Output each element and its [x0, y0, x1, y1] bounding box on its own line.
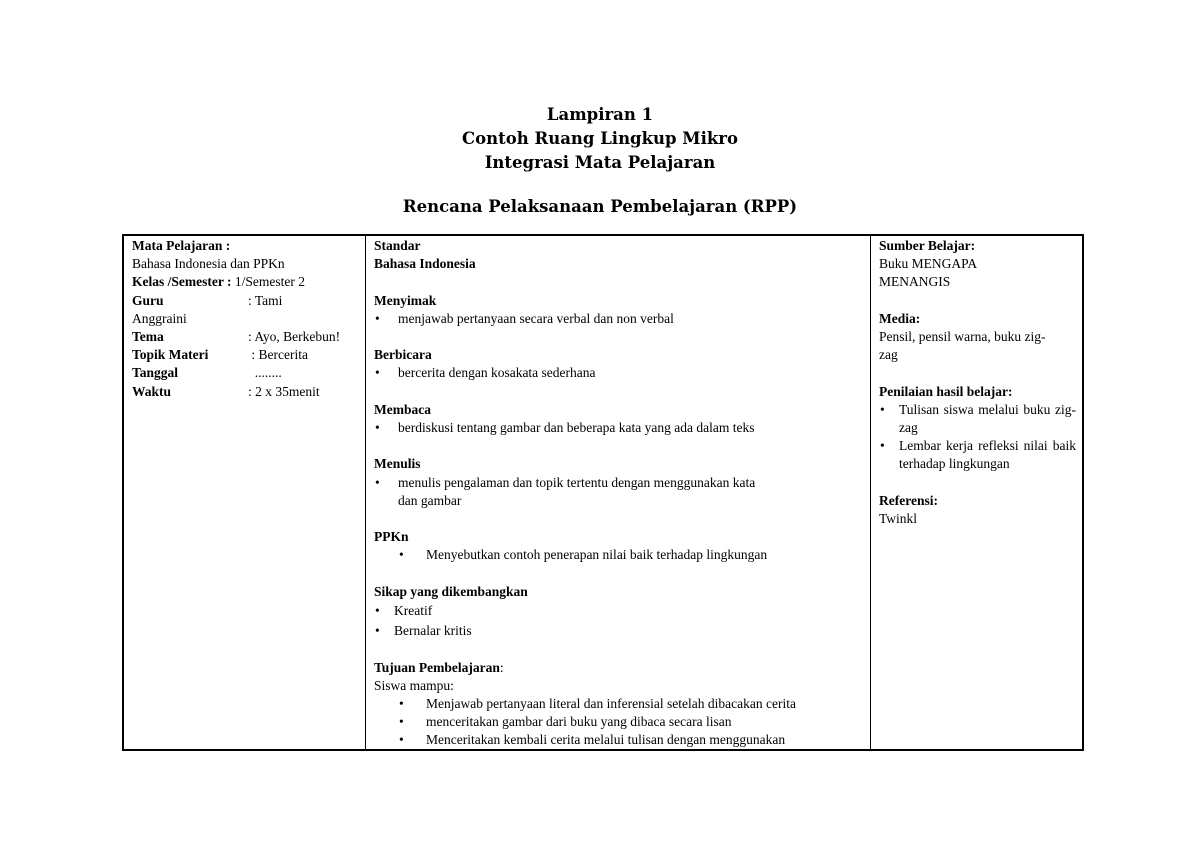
guru-value-cont: Anggraini	[132, 310, 187, 326]
sikap-title: Sikap yang dikembangkan	[374, 583, 528, 599]
identity-column	[124, 236, 366, 749]
tanggal-row	[132, 364, 357, 382]
menulis-list	[374, 474, 862, 510]
topik-row	[132, 346, 357, 364]
sumber-title: Sumber Belajar:	[879, 238, 976, 253]
media-line-2: zag	[879, 347, 898, 363]
tujuan-title: Tujuan Pembelajaran	[374, 659, 500, 675]
topik-value: : Bercerita	[248, 347, 308, 363]
tujuan-list	[374, 695, 862, 749]
referensi-title: Referensi:	[879, 492, 938, 508]
list-item: • berdiskusi tentang gambar dan beberapa kata yang ada dalam teks	[374, 419, 862, 437]
sumber-line-1: Buku MENGAPA	[879, 256, 978, 272]
mapel-label: Mata Pelajaran :	[132, 238, 231, 253]
berbicara-title: Berbicara	[374, 347, 432, 363]
waktu-value: : 2 x 35menit	[248, 383, 320, 399]
header-line-2: Contoh Ruang Lingkup Mikro	[462, 129, 738, 148]
header-line-3: Integrasi Mata Pelajaran	[484, 153, 716, 172]
tujuan-colon: :	[499, 659, 504, 675]
mapel-value: Bahasa Indonesia dan PPKn	[132, 256, 285, 272]
list-item: • Menyebutkan contoh penerapan nilai baik terhadap lingkungan	[374, 546, 862, 564]
menyimak-list	[374, 310, 862, 328]
list-item: • menjawab pertanyaan secara verbal dan non verbal	[374, 310, 862, 328]
list-item	[374, 474, 862, 510]
list-item: • menceritakan gambar dari buku yang dibaca secara lisan	[374, 713, 862, 731]
menyimak-title: Menyimak	[374, 292, 437, 308]
sumber-line-2: MENANGIS	[879, 274, 951, 290]
header-line-1: Lampiran 1	[546, 105, 654, 124]
standar-title: Standar	[374, 238, 421, 253]
kelas-label: Kelas /Semester :	[132, 274, 232, 290]
list-item: • Lembar kerja refleksi nilai baik terhadap lingkungan	[879, 437, 1076, 473]
berbicara-list	[374, 364, 862, 382]
membaca-title: Membaca	[374, 401, 431, 417]
ppkn-list	[374, 546, 862, 564]
rpp-title-text: Rencana Pelaksanaan Pembelajaran (RPP)	[402, 197, 798, 216]
tujuan-title-row	[374, 659, 862, 677]
media-title: Media:	[879, 310, 921, 326]
guru-label: Guru	[132, 292, 164, 308]
menulis-item-line-2: dan gambar	[398, 492, 462, 508]
list-item: • Bernalar kritis	[374, 622, 862, 640]
tema-value: : Ayo, Berkebun!	[248, 329, 341, 345]
media-line-1: Pensil, pensil warna, buku zig-	[879, 329, 1046, 344]
waktu-row	[132, 383, 357, 401]
list-item: • Menceritakan kembali cerita melalui tulisan dengan menggunakan	[374, 731, 862, 749]
list-item: • Menjawab pertanyaan literal dan inferensial setelah dibacakan cerita	[374, 695, 862, 713]
kelas-row	[132, 273, 357, 291]
resources-column	[871, 236, 1082, 749]
subject-title: Bahasa Indonesia	[374, 256, 476, 272]
penilaian-list	[879, 401, 1076, 474]
guru-value: : Tami	[248, 292, 283, 308]
waktu-label: Waktu	[132, 383, 172, 399]
list-item: • Tulisan siswa melalui buku zig-zag	[879, 401, 1076, 437]
rpp-table	[122, 234, 1084, 751]
guru-row	[132, 292, 357, 310]
ppkn-title: PPKn	[374, 529, 409, 545]
rpp-title	[0, 195, 1200, 219]
menulis-item-line-1: • menulis pengalaman dan topik tertentu dengan menggunakan kata	[398, 474, 756, 490]
tanggal-value: ........	[248, 365, 282, 381]
tema-row	[132, 328, 357, 346]
tema-label: Tema	[132, 329, 164, 345]
standar-column	[366, 236, 871, 749]
penilaian-title: Penilaian hasil belajar:	[879, 383, 1013, 399]
menulis-title: Menulis	[374, 456, 421, 472]
list-item: • bercerita dengan kosakata sederhana	[374, 364, 862, 382]
document-header	[0, 103, 1200, 175]
tanggal-label: Tanggal	[132, 365, 179, 381]
list-item: • Kreatif	[374, 602, 862, 620]
membaca-list	[374, 419, 862, 437]
kelas-value: 1/Semester 2	[231, 274, 305, 290]
topik-label: Topik Materi	[132, 347, 209, 363]
sikap-list	[374, 602, 862, 640]
tujuan-intro: Siswa mampu:	[374, 677, 454, 693]
referensi-value: Twinkl	[879, 511, 918, 526]
